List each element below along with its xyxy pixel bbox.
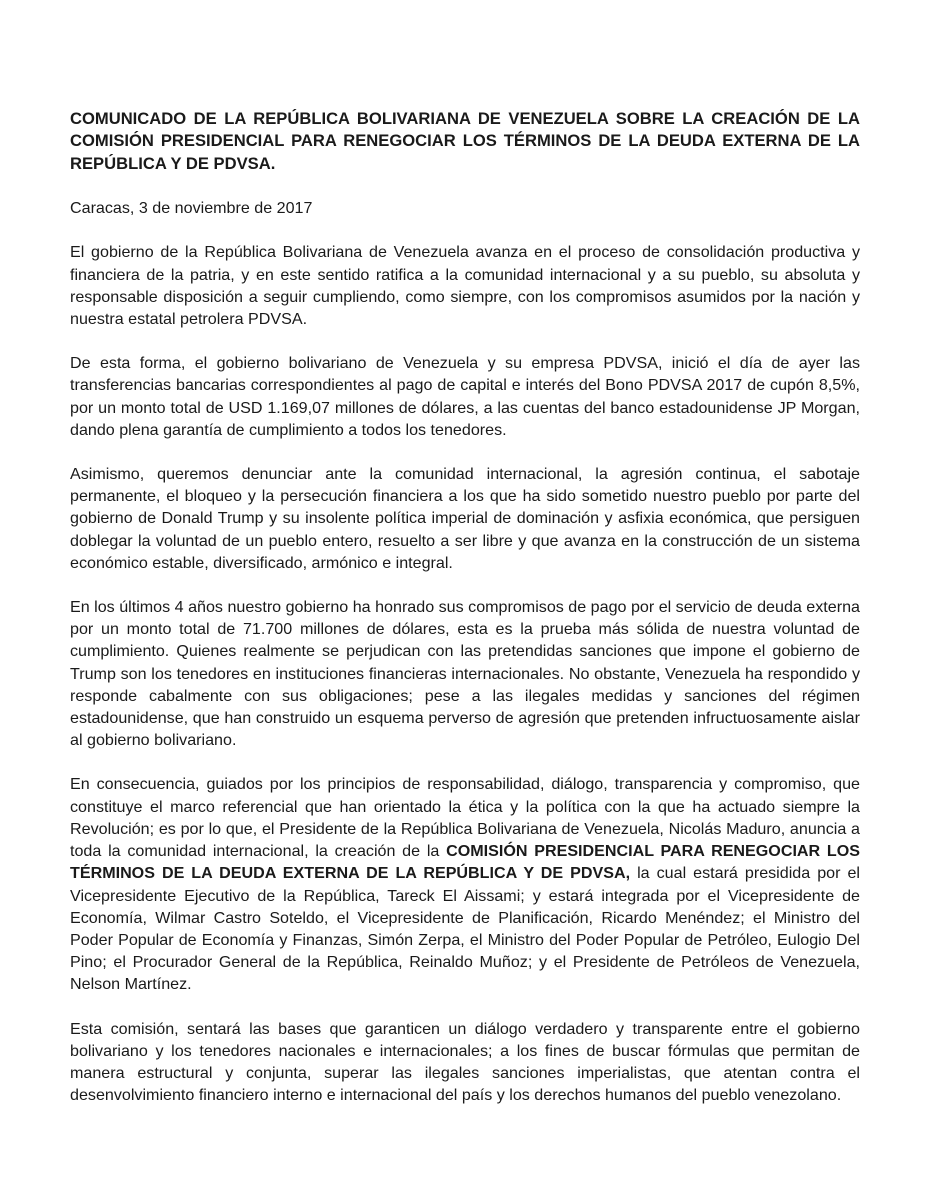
paragraph-5-intro: En consecuencia, guiados por los principios de responsabilidad, diálogo, transparencia y compromiso, que constituye el marco referencial que han orientado la ética y la política con la que ha actuado siempre la Revolución; es por lo que, el Presidente de la República Bolivariana de Venezuela, Nicolás Maduro, anuncia a toda la comunidad internacional, la creación de la xyxy=(70,775,860,861)
paragraph-3: Asimismo, queremos denunciar ante la comunidad internacional, la agresión continua, el sabotaje permanente, el bloqueo y la persecución financiera a los que ha sido sometido nuestro pueblo por parte del gobierno de Donald Trump y su insolente política imperial de dominación y asfixia económica, que persiguen doblegar la voluntad de un pueblo entero, resuelto a ser libre y que avanza en la construcción de un sistema económico estable, diversificado, armónico e integral. xyxy=(70,465,860,572)
dateline: Caracas, 3 de noviembre de 2017 xyxy=(70,199,313,218)
communique-document xyxy=(70,108,860,1106)
paragraph-5 xyxy=(70,773,860,995)
document-title: COMUNICADO DE LA REPÚBLICA BOLIVARIANA DE VENEZUELA SOBRE LA CREACIÓN DE LA COMISIÓN PRESIDENCIAL PARA RENEGOCIAR LOS TÉRMINOS DE LA DEUDA EXTERNA DE LA REPÚBLICA Y DE PDVSA. xyxy=(70,109,860,173)
paragraph-5-members: la cual estará presidida por el Vicepresidente Ejecutivo de la República, Tareck El Aissami; y estará integrada por el Vicepresidente de Economía, Wilmar Castro Soteldo, el Vicepresidente de Planificación, Ricardo Menéndez; el Ministro del Poder Popular de Economía y Finanzas, Simón Zerpa, el Ministro del Poder Popular de Petróleo, Eulogio Del Pino; el Procurador General de la República, Reinaldo Muñoz; y el Presidente de Petróleos de Venezuela, Nelson Martínez. xyxy=(70,864,860,994)
paragraph-1: El gobierno de la República Bolivariana de Venezuela avanza en el proceso de consolidación productiva y financiera de la patria, y en este sentido ratifica a la comunidad internacional y a su pueblo, su absoluta y responsable disposición a seguir cumpliendo, como siempre, con los compromisos asumidos por la nación y nuestra estatal petrolera PDVSA. xyxy=(70,243,860,329)
paragraph-4: En los últimos 4 años nuestro gobierno ha honrado sus compromisos de pago por el servicio de deuda externa por un monto total de 71.700 millones de dólares, esta es la prueba más sólida de nuestra voluntad de cumplimiento. Quienes realmente se perjudican con las pretendidas sanciones que impone el gobierno de Trump son los tenedores en instituciones financieras internacionales. No obstante, Venezuela ha respondido y responde cabalmente con sus obligaciones; pese a las ilegales medidas y sanciones del régimen estadounidense, que han construido un esquema perverso de agresión que pretenden infructuosamente aislar al gobierno bolivariano. xyxy=(70,598,860,750)
paragraph-2: De esta forma, el gobierno bolivariano de Venezuela y su empresa PDVSA, inició el día de ayer las transferencias bancarias correspondientes al pago de capital e interés del Bono PDVSA 2017 de cupón 8,5%, por un monto total de USD 1.169,07 millones de dólares, a las cuentas del banco estadounidense JP Morgan, dando plena garantía de cumplimiento a todos los tenedores. xyxy=(70,354,860,439)
commission-name-bold: COMISIÓN PRESIDENCIAL PARA RENEGOCIAR LOS TÉRMINOS DE LA DEUDA EXTERNA DE LA REPÚBLICA Y DE PDVSA, xyxy=(70,842,860,883)
paragraph-6: Esta comisión, sentará las bases que garanticen un diálogo verdadero y transparente entre el gobierno bolivariano y los tenedores nacionales e internacionales; a los fines de buscar fórmulas que permitan de manera estructural y conjunta, superar las ilegales sanciones imperialistas, que atentan contra el desenvolvimiento financiero interno e internacional del país y los derechos humanos del pueblo venezolano. xyxy=(70,1019,860,1105)
